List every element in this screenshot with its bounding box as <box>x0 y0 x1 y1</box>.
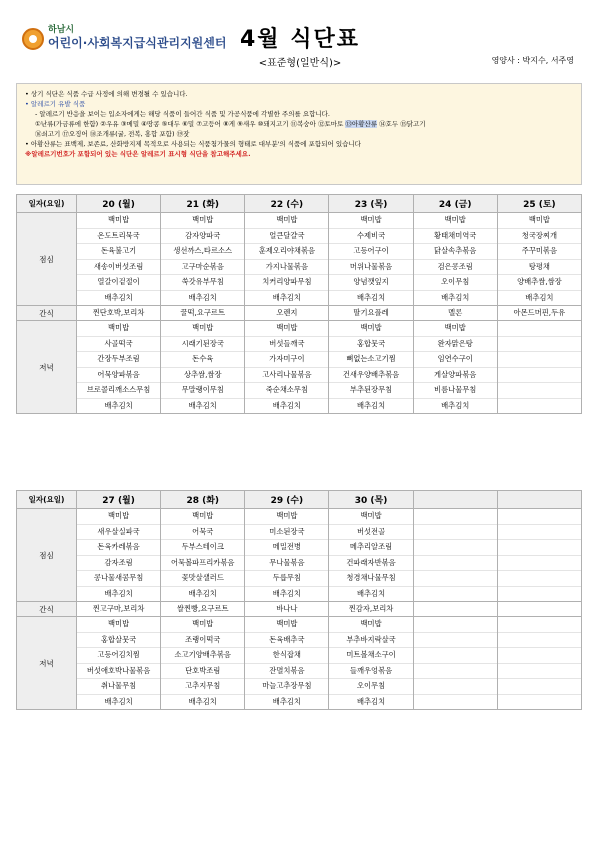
menu-item <box>498 525 581 541</box>
snack-row <box>17 602 582 617</box>
menu-item: 백미밥 <box>161 321 244 337</box>
menu-item <box>498 368 581 384</box>
menu-item: 뼈없는소고기찜 <box>329 352 412 368</box>
menu-item <box>414 679 497 695</box>
date-header-row <box>17 491 582 509</box>
menu-item: 온도트리묵국 <box>77 229 160 245</box>
menu-item <box>414 540 497 556</box>
snack-cell: 찐단호박,보리차 <box>77 306 161 321</box>
menu-item: 배추김치 <box>104 696 133 706</box>
menu-item: 임연수구이 <box>414 352 497 368</box>
menu-item: 오이무침 <box>329 679 412 695</box>
snack-cell: 딸기요플레 <box>329 306 413 321</box>
menu-item: 배추김치 <box>272 400 301 410</box>
day-header: 20 (월) <box>77 195 161 213</box>
menu-item: 미소된장국 <box>245 525 328 541</box>
lunch-cell <box>329 509 413 602</box>
menu-item: 청국장찌개 <box>498 229 581 245</box>
menu-item: 완자맑은탕 <box>414 337 497 353</box>
menu-item <box>498 556 581 572</box>
dinner-cell <box>413 617 497 710</box>
menu-item: 무말랭이무침 <box>161 383 244 399</box>
menu-item <box>414 571 497 587</box>
menu-item: 배추김치 <box>104 400 133 410</box>
menu-item <box>414 648 497 664</box>
snack-cell: 찐감자,보리차 <box>329 602 413 617</box>
notice-line: - 알레르기 반응을 보이는 입소자에게는 해당 식품이 들어간 식품 및 가공식품에 각별한 주의를 요합니다. <box>35 110 331 118</box>
menu-item: 배추김치 <box>356 588 386 598</box>
page-title: 4월 식단표 <box>240 27 360 52</box>
day-header: 22 (수) <box>245 195 329 213</box>
lunch-label: 점심 <box>17 213 77 306</box>
menu-item: 메추리알조림 <box>329 540 412 556</box>
menu-item <box>498 664 581 680</box>
menu-item: 부추된장무침 <box>329 383 412 399</box>
menu-item <box>498 648 581 664</box>
menu-item: 배추김치 <box>188 400 217 410</box>
menu-item: 배추김치 <box>104 292 133 302</box>
org-city: 하남시 <box>48 25 75 35</box>
menu-item <box>498 352 581 368</box>
dinner-cell <box>161 617 245 710</box>
dinner-cell <box>329 617 413 710</box>
menu-item: 홍합뭇국 <box>329 337 412 353</box>
lunch-cell <box>77 509 161 602</box>
menu-item: 백미밥 <box>77 509 160 525</box>
lunch-cell <box>161 213 245 306</box>
menu-item: 새우살실파국 <box>77 525 160 541</box>
lunch-label: 점심 <box>17 509 77 602</box>
menu-item <box>414 617 497 633</box>
menu-item: 돈육배추국 <box>245 633 328 649</box>
day-header: 25 (토) <box>497 195 581 213</box>
page-subtitle: <표준형(일반식)> <box>258 58 342 69</box>
dinner-row <box>17 321 582 414</box>
menu-item: 황태채미역국 <box>414 229 497 245</box>
dinner-row <box>17 617 582 710</box>
menu-item: 상추쌈,쌈장 <box>161 368 244 384</box>
menu-item: 청경채나물무침 <box>329 571 412 587</box>
menu-item: 들깨우엉볶음 <box>329 664 412 680</box>
menu-item: 콩나물새콤무침 <box>77 571 160 587</box>
menu-item: 백미밥 <box>414 213 497 229</box>
menu-item: 백미밥 <box>77 617 160 633</box>
menu-item <box>498 399 581 414</box>
menu-item: 부추바지락살국 <box>329 633 412 649</box>
menu-item: 어묵국 <box>161 525 244 541</box>
menu-item: 양배추쌈,쌈장 <box>498 275 581 291</box>
menu-item: 돈육불고기 <box>77 244 160 260</box>
lunch-cell <box>497 509 581 602</box>
menu-item: 주꾸미볶음 <box>498 244 581 260</box>
menu-item: 잔멸치볶음 <box>245 664 328 680</box>
menu-item: 게살양파볶음 <box>414 368 497 384</box>
menu-item: 감자양파국 <box>161 229 244 245</box>
dinner-cell <box>497 321 581 414</box>
notice-line: • 상기 식단은 식품 수급 사정에 의해 변경될 수 있습니다. <box>25 90 188 98</box>
menu-item <box>414 695 497 710</box>
menu-item: 배추김치 <box>356 292 386 302</box>
menu-item <box>498 337 581 353</box>
menu-item: 얼큰달걀국 <box>245 229 328 245</box>
dinner-label: 저녁 <box>17 617 77 710</box>
menu-item: 배추김치 <box>272 588 301 598</box>
menu-item: 검은콩조림 <box>414 260 497 276</box>
day-header: 27 (월) <box>77 491 161 509</box>
dinner-cell <box>329 321 413 414</box>
notice-line: • 아황산류는 표백제, 보존료, 산화방지제 목적으로 사용되는 식품첨가물의 형태로 대부분'의 식품에 포함되어 있습니다 <box>25 140 361 148</box>
menu-item: 어묵볼파프리카볶음 <box>161 556 244 572</box>
notice-warning: ※알레르기번호가 포함되어 있는 식단은 알레르기 표시형 식단을 참고해주세요. <box>25 150 251 158</box>
day-header: 24 (금) <box>413 195 497 213</box>
dinner-cell <box>245 321 329 414</box>
menu-item: 건새우양배추볶음 <box>329 368 412 384</box>
menu-item: 백미밥 <box>77 321 160 337</box>
menu-item: 백미밥 <box>161 617 244 633</box>
menu-item: 탕평채 <box>498 260 581 276</box>
menu-item: 한식잡채 <box>245 648 328 664</box>
menu-item: 미트볼채소구이 <box>329 648 412 664</box>
lunch-cell <box>161 509 245 602</box>
day-header: 23 (목) <box>329 195 413 213</box>
date-label: 일자(요일) <box>17 491 77 509</box>
menu-item: 가지나물볶음 <box>245 260 328 276</box>
day-header <box>497 491 581 509</box>
menu-item: 수제비국 <box>329 229 412 245</box>
menu-item: 죽순채소무침 <box>245 383 328 399</box>
menu-item: 고등어구이 <box>329 244 412 260</box>
menu-item: 배추김치 <box>188 292 217 302</box>
menu-item: 백미밥 <box>245 213 328 229</box>
snack-label: 간식 <box>17 306 77 321</box>
snack-cell: 바나나 <box>245 602 329 617</box>
menu-item: 비름나물무침 <box>414 383 497 399</box>
day-header: 28 (화) <box>161 491 245 509</box>
menu-item: 버섯들깨국 <box>245 337 328 353</box>
lunch-cell <box>245 509 329 602</box>
menu-item: 메밀전병 <box>245 540 328 556</box>
menu-item: 치커리양파무침 <box>245 275 328 291</box>
menu-item: 사골떡국 <box>77 337 160 353</box>
menu-item: 배추김치 <box>441 292 470 302</box>
menu-item: 무나물볶음 <box>245 556 328 572</box>
menu-item <box>414 509 497 525</box>
snack-cell <box>497 602 581 617</box>
menu-item: 백미밥 <box>245 509 328 525</box>
menu-item: 가자미구이 <box>245 352 328 368</box>
org-name: 어린이·사회복지급식관리지원센터 <box>48 36 227 50</box>
snack-cell <box>413 602 497 617</box>
menu-item: 백미밥 <box>77 213 160 229</box>
menu-item <box>414 556 497 572</box>
snack-cell: 쌀찐빵,요구르트 <box>161 602 245 617</box>
menu-item: 고추지무침 <box>161 679 244 695</box>
lunch-cell <box>77 213 161 306</box>
nutritionist: 영양사 : 박지수, 서주영 <box>491 56 574 65</box>
lunch-cell <box>413 213 497 306</box>
date-header-row <box>17 195 582 213</box>
menu-item: 고등어김치찜 <box>77 648 160 664</box>
dinner-cell <box>77 617 161 710</box>
menu-item: 백미밥 <box>245 617 328 633</box>
menu-item: 배추김치 <box>441 400 470 410</box>
menu-item: 조랭이떡국 <box>161 633 244 649</box>
menu-table-week1 <box>16 194 582 414</box>
menu-item <box>498 571 581 587</box>
menu-item: 배추김치 <box>188 696 217 706</box>
snack-cell: 오렌지 <box>245 306 329 321</box>
menu-item: 배추김치 <box>272 696 301 706</box>
lunch-row <box>17 213 582 306</box>
dinner-cell <box>245 617 329 710</box>
snack-cell: 꿀떡,요구르트 <box>161 306 245 321</box>
menu-item: 백미밥 <box>245 321 328 337</box>
menu-item: 홍합살뭇국 <box>77 633 160 649</box>
date-label: 일자(요일) <box>17 195 77 213</box>
menu-item <box>498 695 581 710</box>
menu-item: 두부스테이크 <box>161 540 244 556</box>
menu-item: 돈수육 <box>161 352 244 368</box>
menu-item: 새송이버섯조림 <box>77 260 160 276</box>
menu-item: 생선까스,타르소스 <box>161 244 244 260</box>
day-header <box>413 491 497 509</box>
dinner-cell <box>77 321 161 414</box>
menu-item: 소고기양배추볶음 <box>161 648 244 664</box>
menu-item: 꽃맛살샐러드 <box>161 571 244 587</box>
menu-item: 고사리나물볶음 <box>245 368 328 384</box>
menu-item: 브로콜리깨소스무침 <box>77 383 160 399</box>
snack-cell: 찐고구마,보리차 <box>77 602 161 617</box>
menu-item: 백미밥 <box>414 321 497 337</box>
menu-item: 닭살속추볶음 <box>414 244 497 260</box>
notice-line: • 알레르기 유발 식품 <box>25 100 86 108</box>
snack-cell: 아몬드머핀,두유 <box>497 306 581 321</box>
menu-item: 양념깻잎지 <box>329 275 412 291</box>
menu-item <box>414 633 497 649</box>
menu-item: 시래기된장국 <box>161 337 244 353</box>
menu-item: 백미밥 <box>329 213 412 229</box>
lunch-cell <box>245 213 329 306</box>
menu-item: 건파래자반볶음 <box>329 556 412 572</box>
menu-item: 배추김치 <box>188 588 217 598</box>
snack-cell: 멜론 <box>413 306 497 321</box>
menu-item <box>498 509 581 525</box>
menu-item: 오이무침 <box>414 275 497 291</box>
menu-item <box>498 383 581 399</box>
menu-item: 머위나물볶음 <box>329 260 412 276</box>
menu-item <box>414 525 497 541</box>
menu-item: 돈육카레볶음 <box>77 540 160 556</box>
dinner-cell <box>161 321 245 414</box>
menu-item: 단호박조림 <box>161 664 244 680</box>
menu-item <box>498 633 581 649</box>
menu-item: 훈제오리야채볶음 <box>245 244 328 260</box>
snack-label: 간식 <box>17 602 77 617</box>
menu-item: 열갈이겉절이 <box>77 275 160 291</box>
day-header: 29 (수) <box>245 491 329 509</box>
menu-item: 감자조림 <box>77 556 160 572</box>
menu-item <box>498 679 581 695</box>
menu-table-week2 <box>16 490 582 710</box>
menu-item: 백미밥 <box>329 509 412 525</box>
menu-item: 백미밥 <box>498 213 581 229</box>
dinner-cell <box>497 617 581 710</box>
lunch-cell <box>329 213 413 306</box>
menu-item: 마늘고추장무침 <box>245 679 328 695</box>
menu-item: 배추김치 <box>272 292 301 302</box>
menu-item: 배추김치 <box>104 588 133 598</box>
menu-item: 고구마순볶음 <box>161 260 244 276</box>
dinner-cell <box>413 321 497 414</box>
menu-item <box>498 321 581 337</box>
lunch-cell <box>413 509 497 602</box>
menu-item: 배추김치 <box>356 696 386 706</box>
menu-item <box>498 587 581 602</box>
menu-item: 버섯전골 <box>329 525 412 541</box>
menu-item: 쑥갓유부무침 <box>161 275 244 291</box>
menu-item: 취나물무침 <box>77 679 160 695</box>
menu-item <box>414 664 497 680</box>
lunch-cell <box>497 213 581 306</box>
lunch-row <box>17 509 582 602</box>
day-header: 21 (화) <box>161 195 245 213</box>
menu-item <box>414 587 497 602</box>
day-header: 30 (목) <box>329 491 413 509</box>
menu-item <box>498 540 581 556</box>
menu-item: 백미밥 <box>161 213 244 229</box>
menu-item <box>498 617 581 633</box>
menu-item: 배추김치 <box>525 292 554 302</box>
menu-item: 두릅무침 <box>245 571 328 587</box>
menu-item: 버섯애호박나물볶음 <box>77 664 160 680</box>
menu-item: 간장두부조림 <box>77 352 160 368</box>
menu-item: 어묵양파볶음 <box>77 368 160 384</box>
menu-item: 백미밥 <box>161 509 244 525</box>
menu-item: 배추김치 <box>356 400 386 410</box>
dinner-label: 저녁 <box>17 321 77 414</box>
snack-row <box>17 306 582 321</box>
allergen-list: ①난류(가금류에 한함) ②우유 ③메밀 ④땅콩 ⑤대두 ⑥밀 ⑦고등어 ⑧게 ⑨새우 ⑩돼지고기 ⑪복숭아 ⑫토마토 ⑬아황산류 ⑭호두 ⑮닭고기 <box>35 120 426 128</box>
notice-box <box>16 83 582 185</box>
allergen-list: ⑯쇠고기 ⑰오징어 ⑱조개류(굴, 전복, 홍합 포함) ⑲잣 <box>35 130 190 138</box>
menu-item: 백미밥 <box>329 617 412 633</box>
menu-item: 백미밥 <box>329 321 412 337</box>
